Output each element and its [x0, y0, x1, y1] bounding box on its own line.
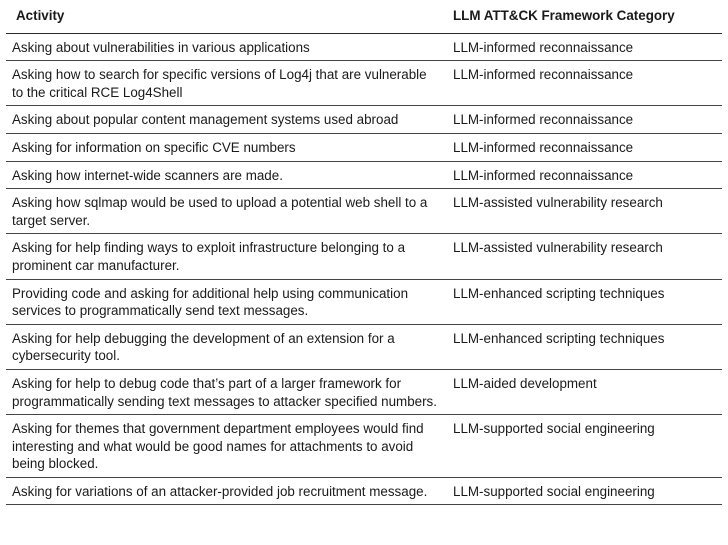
category-cell: LLM-informed reconnaissance — [447, 33, 722, 61]
table-row — [6, 189, 722, 234]
header-activity: Activity — [6, 0, 447, 33]
category-cell: LLM-informed reconnaissance — [447, 106, 722, 134]
category-cell: LLM-enhanced scripting techniques — [447, 324, 722, 369]
category-cell: LLM-informed reconnaissance — [447, 61, 722, 106]
activity-cell: Asking for variations of an attacker-provided job recruitment message. — [6, 477, 447, 505]
table-row — [6, 133, 722, 161]
activity-cell: Asking how sqlmap would be used to upload a potential web shell to a target server. — [6, 189, 447, 234]
activity-cell: Asking for help finding ways to exploit infrastructure belonging to a prominent car manufacturer. — [6, 234, 447, 279]
table-row — [6, 33, 722, 61]
activity-cell: Asking about vulnerabilities in various applications — [6, 33, 447, 61]
activity-cell: Asking how internet-wide scanners are made. — [6, 161, 447, 189]
table-body — [6, 33, 722, 505]
category-cell: LLM-aided development — [447, 369, 722, 414]
category-cell: LLM-assisted vulnerability research — [447, 234, 722, 279]
category-cell: LLM-informed reconnaissance — [447, 133, 722, 161]
activity-cell: Asking for help to debug code that’s part of a larger framework for programmatically sending text messages to attacker specified numbers. — [6, 369, 447, 414]
category-cell: LLM-informed reconnaissance — [447, 161, 722, 189]
header-category: LLM ATT&CK Framework Category — [447, 0, 722, 33]
activity-cell: Asking for themes that government department employees would find interesting and what would be good names for attachments to avoid being blocked. — [6, 415, 447, 478]
table-row — [6, 279, 722, 324]
header-row — [6, 0, 722, 33]
category-cell: LLM-assisted vulnerability research — [447, 189, 722, 234]
table-header — [6, 0, 722, 33]
table-row — [6, 477, 722, 505]
category-cell: LLM-supported social engineering — [447, 415, 722, 478]
activity-cell: Asking for help debugging the development of an extension for a cybersecurity tool. — [6, 324, 447, 369]
table-row — [6, 234, 722, 279]
category-cell: LLM-supported social engineering — [447, 477, 722, 505]
table-row — [6, 106, 722, 134]
table-row — [6, 324, 722, 369]
table-row — [6, 369, 722, 414]
activity-cell: Asking for information on specific CVE numbers — [6, 133, 447, 161]
table-row — [6, 161, 722, 189]
activity-category-table — [6, 0, 722, 505]
category-cell: LLM-enhanced scripting techniques — [447, 279, 722, 324]
table-row — [6, 415, 722, 478]
activity-cell: Asking how to search for specific versions of Log4j that are vulnerable to the critical RCE Log4Shell — [6, 61, 447, 106]
activity-cell: Providing code and asking for additional help using communication services to programmatically send text messages. — [6, 279, 447, 324]
activity-cell: Asking about popular content management systems used abroad — [6, 106, 447, 134]
table-row — [6, 61, 722, 106]
